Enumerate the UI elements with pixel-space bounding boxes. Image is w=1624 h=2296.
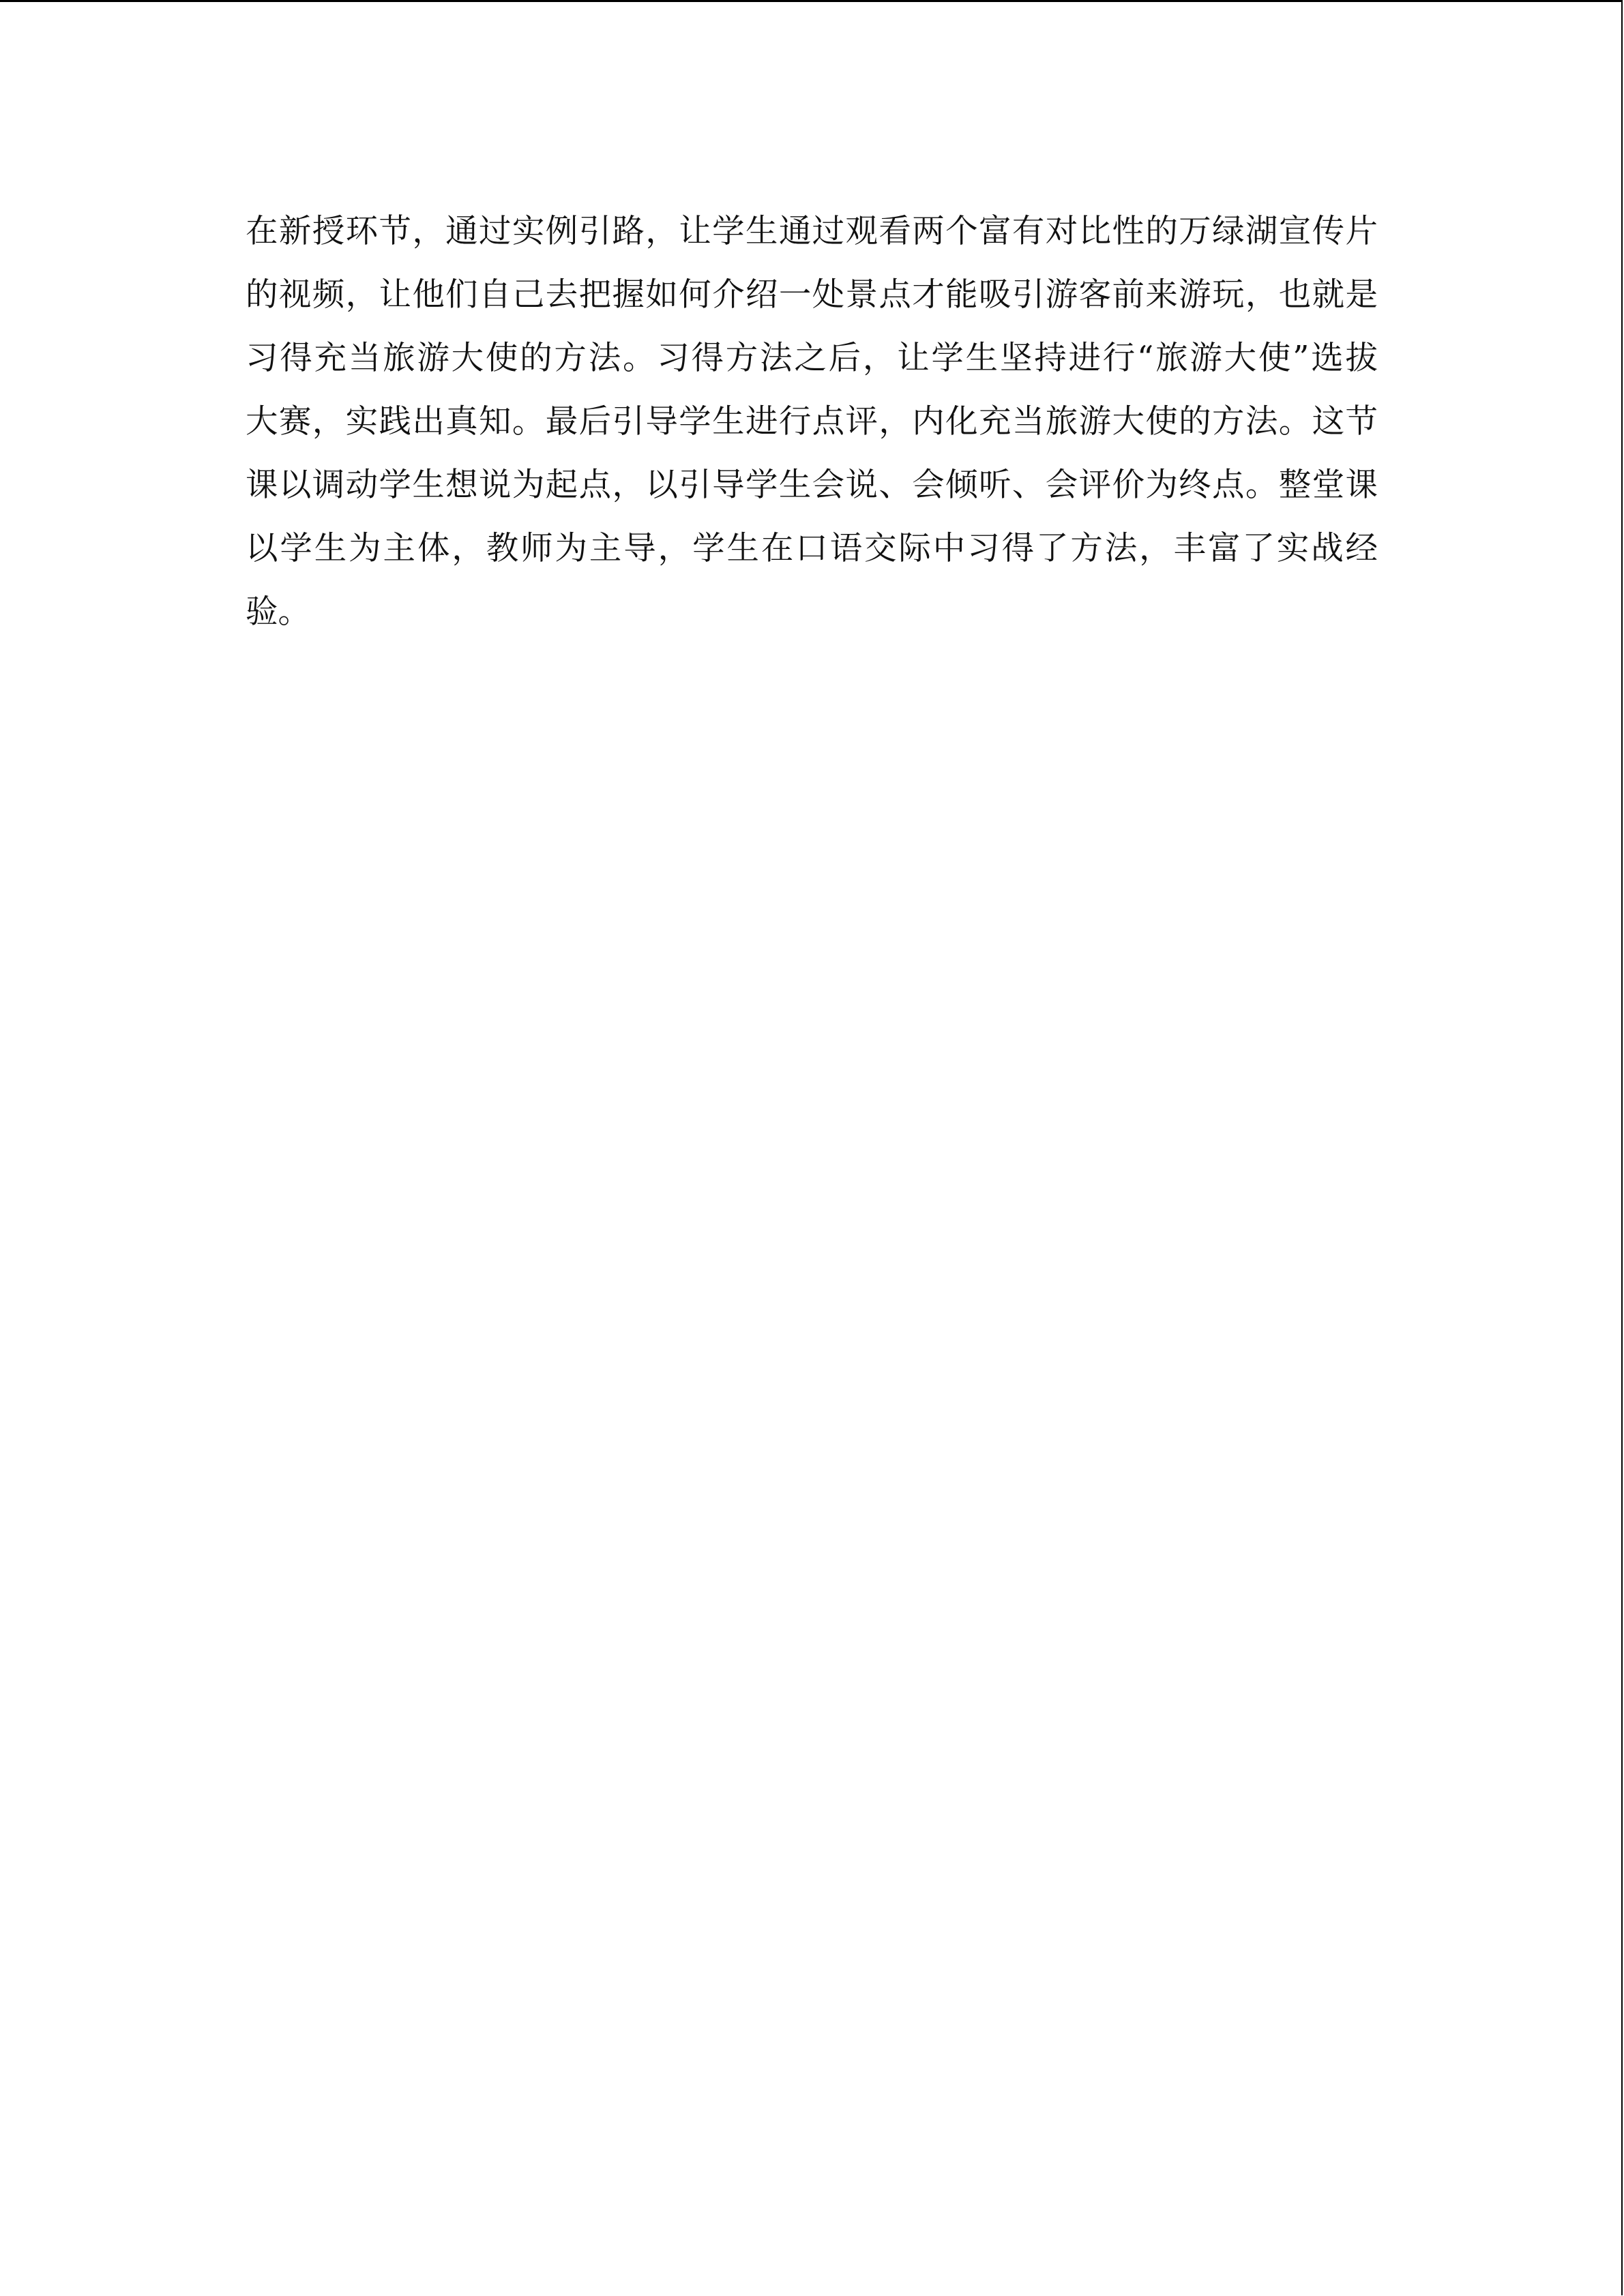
body-paragraph — [246, 200, 1378, 644]
paragraph-line: 验。 — [246, 593, 310, 631]
paragraph-line: 大赛，实践出真知。最后引导学生进行点评，内化充当旅游大使的方法。这节 — [246, 403, 1378, 441]
paragraph-line: 的视频，让他们自己去把握如何介绍一处景点才能吸引游客前来游玩，也就是 — [246, 276, 1378, 314]
paragraph-line: 课以调动学生想说为起点，以引导学生会说、会倾听、会评价为终点。整堂课 — [246, 466, 1378, 504]
paragraph-line: 以学生为主体，教师为主导，学生在口语交际中习得了方法，丰富了实战经 — [246, 530, 1378, 567]
paragraph-line: 在新授环节，通过实例引路，让学生通过观看两个富有对比性的万绿湖宣传片 — [246, 213, 1378, 250]
paragraph-line: 习得充当旅游大使的方法。习得方法之后，让学生坚持进行“旅游大使”选拔 — [246, 340, 1378, 377]
